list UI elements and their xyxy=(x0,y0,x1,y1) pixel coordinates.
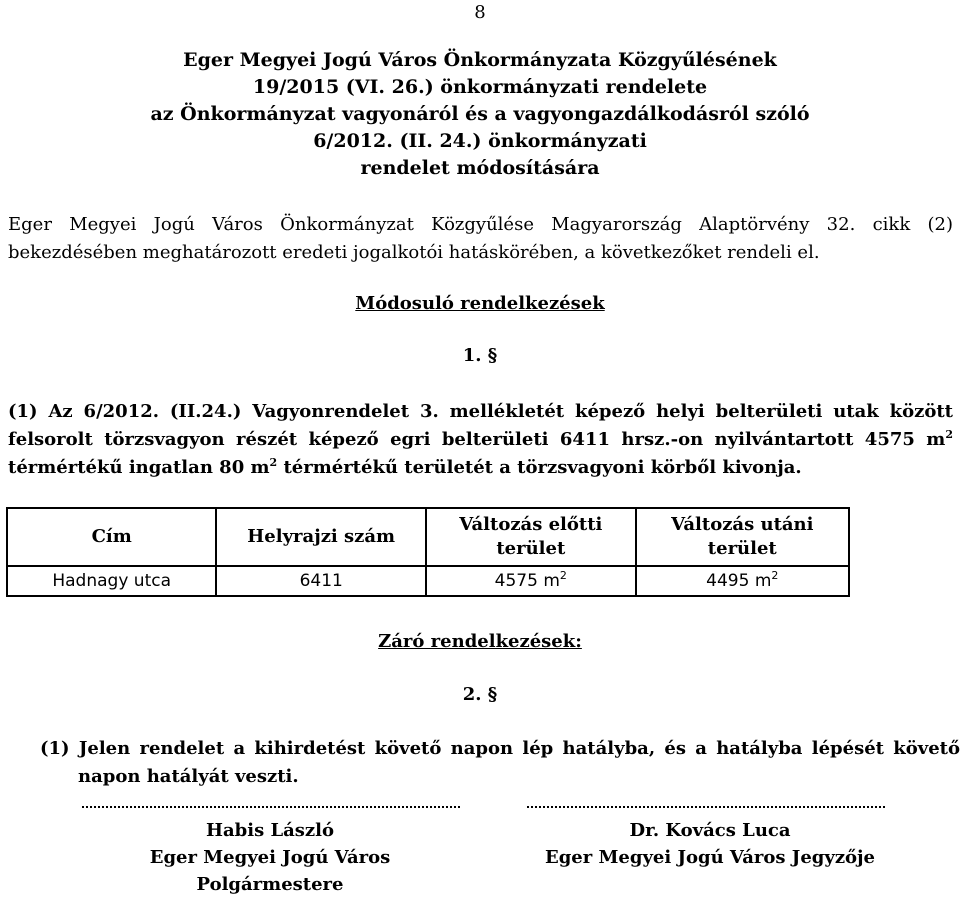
table-header-row xyxy=(7,508,849,566)
signer-role: Polgármestere xyxy=(196,874,344,895)
section1-paragraph xyxy=(8,398,953,482)
signature-line-right xyxy=(527,806,885,808)
signer-org: Eger Megyei Jogú Város Jegyzője xyxy=(544,847,876,868)
signer-name: Dr. Kovács Luca xyxy=(629,820,791,841)
document-title xyxy=(0,47,960,182)
preamble-line: Eger Megyei Jogú Város Önkormányzat Közgyűlése Magyarország Alaptörvény 32. cikk (2) xyxy=(8,214,953,235)
superscript: 2 xyxy=(771,569,779,582)
section1-line-text: térmértékű ingatlan 80 m xyxy=(8,457,270,478)
cell-before xyxy=(426,566,636,596)
preamble-line: bekezdésében meghatározott eredeti jogalkotói hatáskörében, a következőket rendeli el. xyxy=(8,242,820,263)
page-number: 8 xyxy=(474,2,486,23)
header-before-line: Változás előtti xyxy=(459,514,603,535)
header-after-line: terület xyxy=(707,538,777,559)
closing-line: napon hatályát veszti. xyxy=(78,766,299,787)
cell-before-value: 4575 m xyxy=(494,571,560,591)
section1-line xyxy=(8,426,953,454)
section-heading-modifying: Módosuló rendelkezések xyxy=(355,293,605,314)
table-row xyxy=(7,566,849,596)
header-hrsz: Helyrajzi szám xyxy=(216,508,426,566)
header-before-line: terület xyxy=(496,538,566,559)
superscript: 2 xyxy=(945,428,953,441)
section1-line xyxy=(8,457,802,478)
signer-org: Eger Megyei Jogú Város xyxy=(149,847,391,868)
superscript: 2 xyxy=(559,569,567,582)
change-table xyxy=(6,507,850,597)
preamble xyxy=(8,211,953,267)
signature-block-left xyxy=(80,817,460,898)
cell-cim: Hadnagy utca xyxy=(7,566,216,596)
cell-after xyxy=(636,566,849,596)
paragraph-mark-1: 1. § xyxy=(462,345,498,366)
superscript: 2 xyxy=(269,456,278,469)
section1-line: (1) Az 6/2012. (II.24.) Vagyonrendelet 3. mellékletét képező helyi belterületi utak között xyxy=(8,401,953,422)
paragraph-mark-2: 2. § xyxy=(462,684,498,705)
section1-line-text: felsorolt törzsvagyon részét képező egri belterületi 6411 hrsz.-on nyilvántartott 4575 m xyxy=(8,429,946,450)
closing-line: (1) Jelen rendelet a kihirdetést követő napon lép hatályba, és a hatályba lépését követő xyxy=(40,738,960,759)
header-cim: Cím xyxy=(7,508,216,566)
signer-name: Habis László xyxy=(205,820,334,841)
title-line: Eger Megyei Jogú Város Önkormányzata Közgyűlésének xyxy=(183,49,777,71)
section1-line-text: térmértékű területét a törzsvagyoni körből kivonja. xyxy=(277,457,802,478)
cell-hrsz: 6411 xyxy=(216,566,426,596)
title-line: az Önkormányzat vagyonáról és a vagyongazdálkodásról szóló xyxy=(150,103,810,125)
header-before xyxy=(426,508,636,566)
title-line: 6/2012. (II. 24.) önkormányzati xyxy=(313,130,647,152)
signature-block-right xyxy=(515,817,905,871)
title-line: rendelet módosítására xyxy=(360,157,600,179)
signature-line-left xyxy=(82,806,460,808)
closing-paragraph xyxy=(40,735,960,791)
title-line: 19/2015 (VI. 26.) önkormányzati rendelete xyxy=(252,76,708,98)
section-heading-closing: Záró rendelkezések: xyxy=(378,631,582,652)
header-after xyxy=(636,508,849,566)
cell-after-value: 4495 m xyxy=(706,571,772,591)
header-after-line: Változás utáni xyxy=(671,514,814,535)
